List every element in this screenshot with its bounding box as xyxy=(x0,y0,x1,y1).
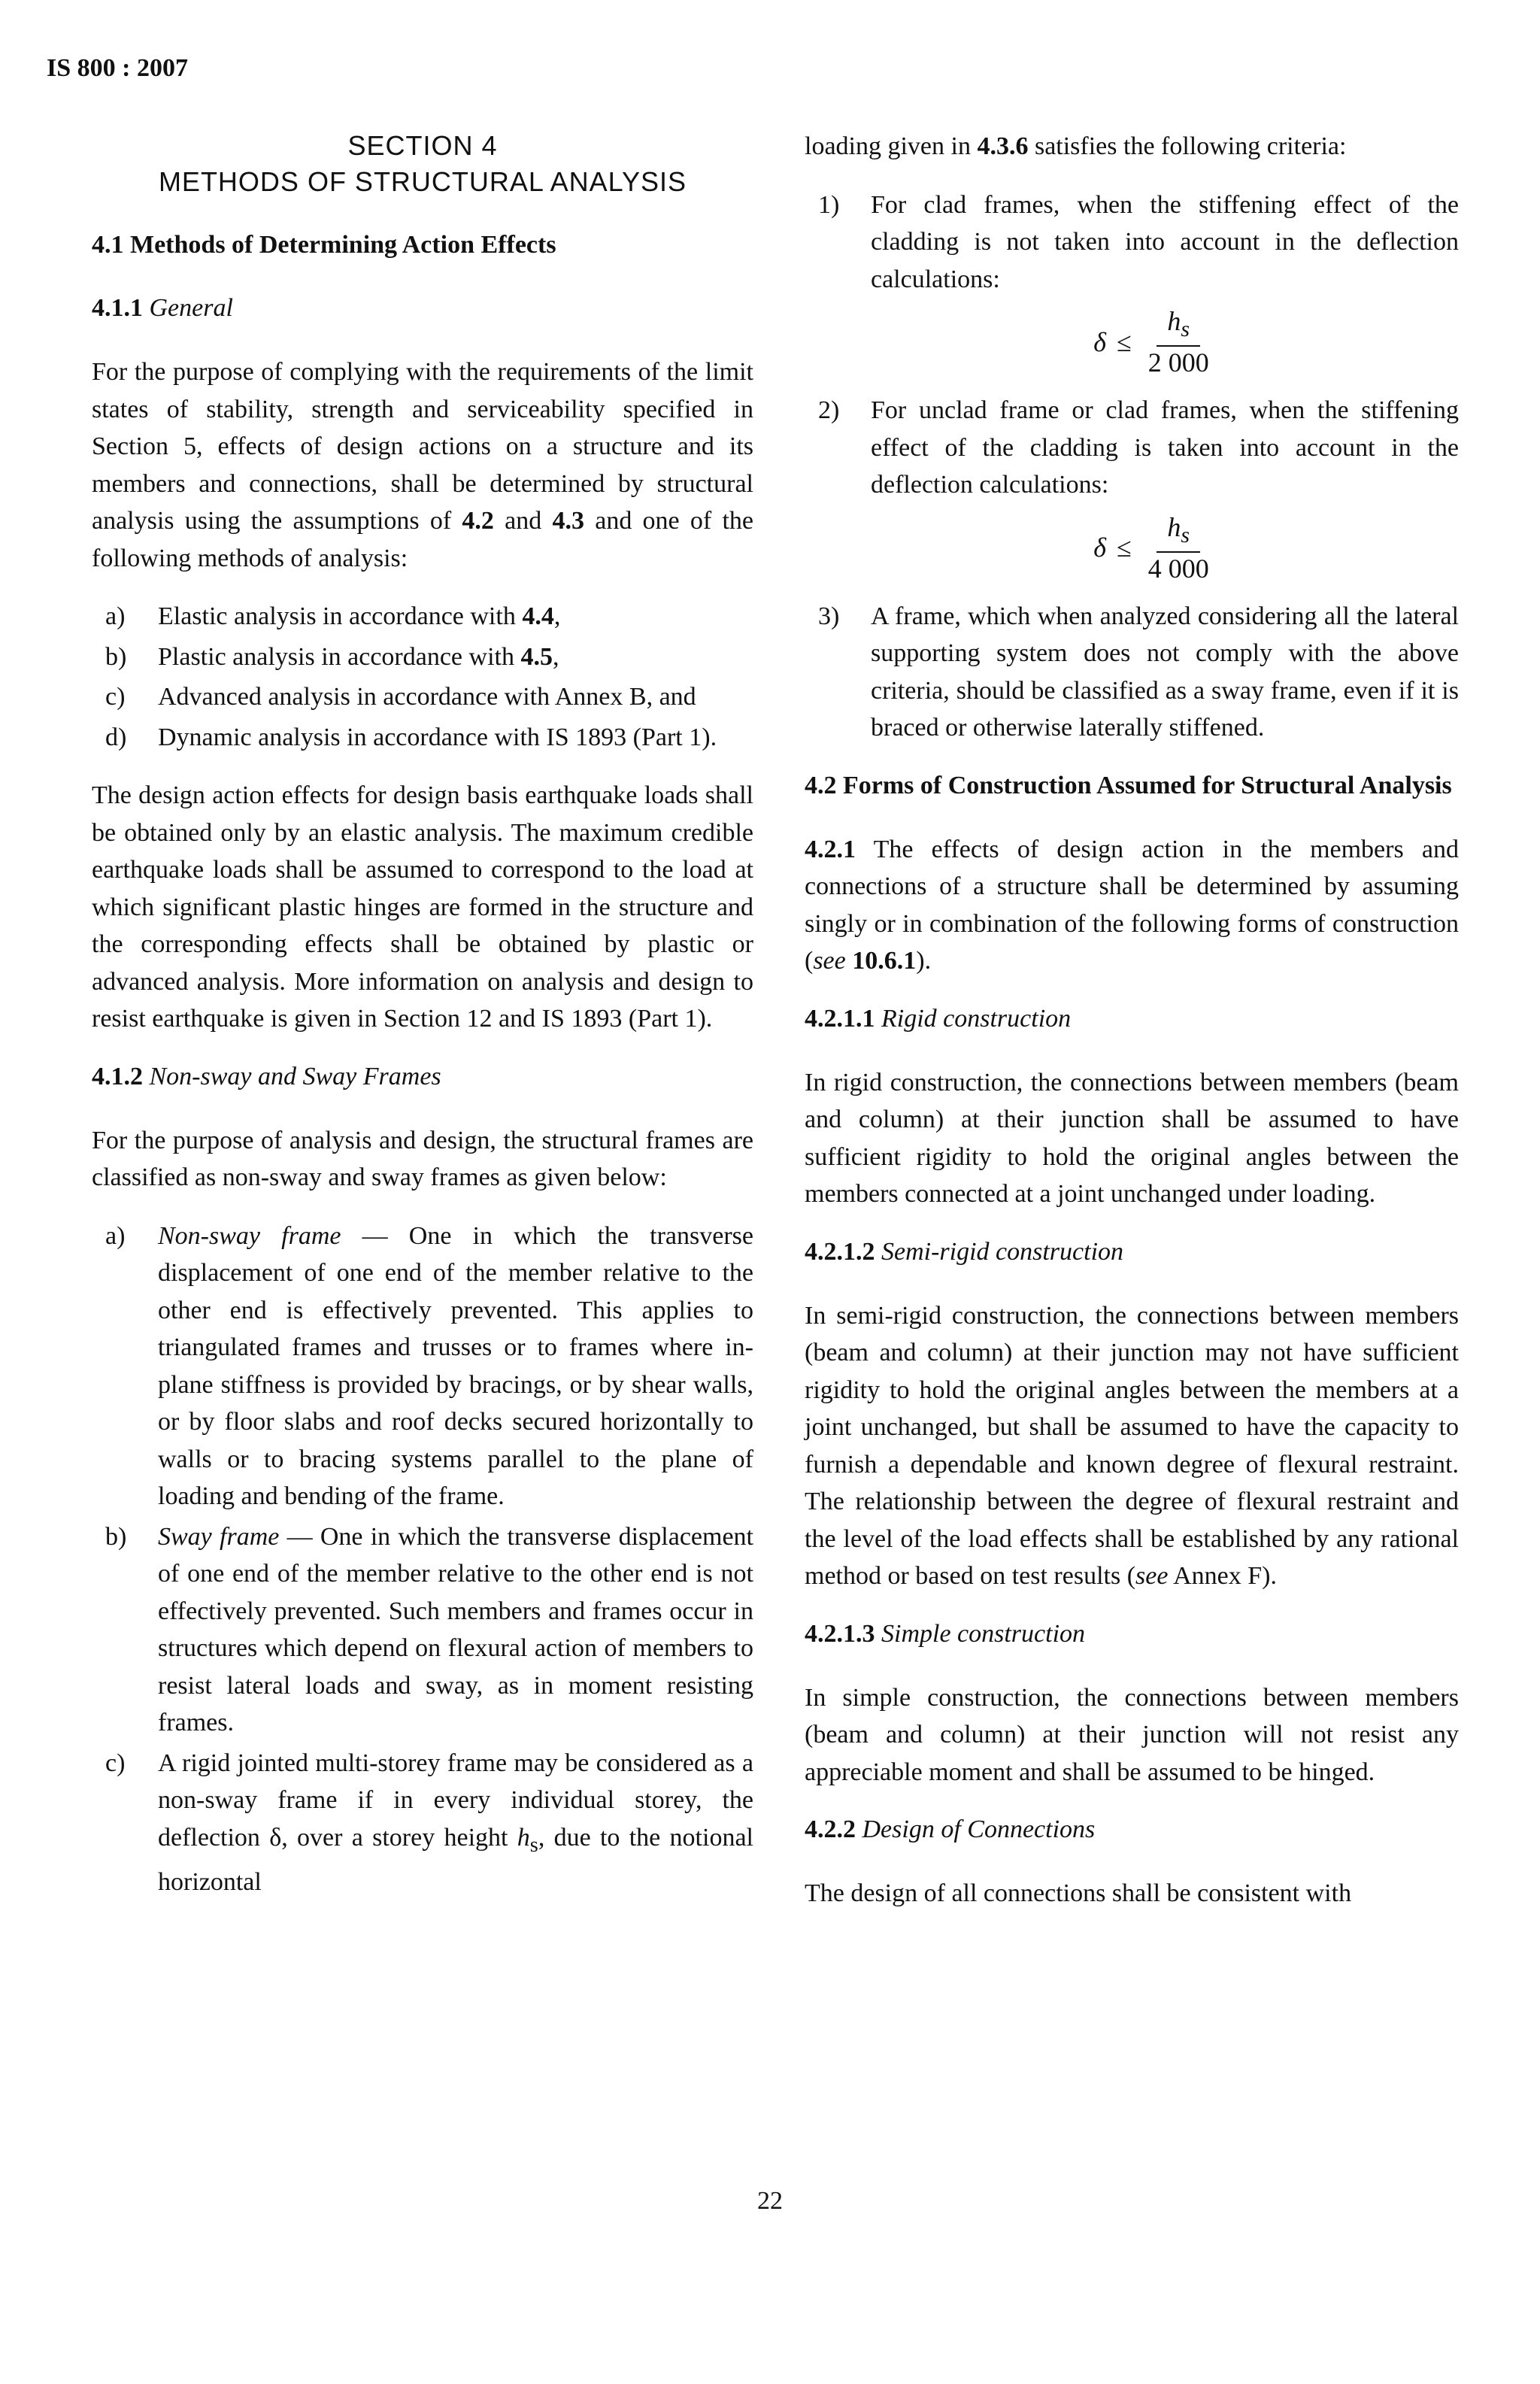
list-item xyxy=(92,638,753,676)
text: , xyxy=(553,602,561,630)
numerator xyxy=(1157,305,1200,347)
paragraph-simple: In simple construction, the connections between members (beam and column) at their junction will not resist any appreciable moment and shall be assumed to be hinged. xyxy=(805,1683,1459,1786)
list-item xyxy=(92,719,753,757)
right-column xyxy=(805,128,1459,1934)
page-header: IS 800 : 2007 xyxy=(47,54,188,82)
frames-list xyxy=(92,1218,753,1901)
list-text: A frame, which when analyzed considering all the lateral supporting system does not comply with the above criteria, should be classified as a sway frame, even if it is braced or otherwise laterally stiffened. xyxy=(871,602,1459,742)
list-marker: 3) xyxy=(818,602,840,630)
list-item xyxy=(92,1518,753,1742)
text: satisfies the following criteria: xyxy=(1028,132,1347,160)
list-text xyxy=(158,1218,753,1515)
text: In semi-rigid construction, the connections between members (beam and column) at their junction may not have sufficient rigidity to hold the original angles between the members at a joint unchanged, but shall be assumed to have the capacity to furnish a dependable and known degree of flexural restraint. The relationship between the degree of flexural restraint and the level of the load effects shall be established by any rational method or based on test results ( xyxy=(805,1301,1459,1591)
numerator xyxy=(1157,511,1200,553)
list-item xyxy=(805,392,1459,504)
denominator: 4 000 xyxy=(1147,553,1209,584)
clause-ref: 10.6.1 xyxy=(852,947,917,975)
list-item xyxy=(805,598,1459,747)
clause-number: 4.2.1 xyxy=(805,835,856,863)
heading-number: 4.2.1.3 xyxy=(805,1619,875,1648)
heading-4-1-2 xyxy=(92,1059,753,1095)
text: , xyxy=(552,642,559,671)
clause-ref: 4.4 xyxy=(522,602,554,630)
list-marker: 1) xyxy=(818,190,840,219)
heading-number: 4.2.1.2 xyxy=(805,1237,875,1266)
clause-ref: 4.2 xyxy=(462,507,494,535)
text: A rigid jointed multi-storey frame may be considered as a non-sway frame if in every individual storey, the deflection δ, over a storey height xyxy=(158,1749,753,1852)
heading-4-2-2 xyxy=(805,1812,1459,1848)
list-marker: c) xyxy=(105,683,126,711)
paragraph-rigid: In rigid construction, the connections between members (beam and column) at their junction shall be assumed to have sufficient rigidity to hold the original angles between the members connected at a joint unchanged under loading. xyxy=(805,1068,1459,1209)
list-item xyxy=(805,187,1459,299)
clause-ref: 4.5 xyxy=(520,642,553,671)
term: Non-sway frame xyxy=(158,1221,341,1250)
list-marker: d) xyxy=(105,723,127,751)
list-item xyxy=(92,1745,753,1901)
list-text: Advanced analysis in accordance with Annex B, and xyxy=(158,683,696,711)
subscript: s xyxy=(1181,317,1190,342)
heading-title: Design of Connections xyxy=(862,1815,1096,1844)
heading-title: Semi-rigid construction xyxy=(881,1237,1124,1266)
text: and xyxy=(493,507,553,535)
list-marker: b) xyxy=(105,642,127,671)
fraction xyxy=(1142,305,1215,378)
list-text xyxy=(158,1518,753,1742)
clause-ref: 4.3 xyxy=(552,507,584,535)
heading-4-2: 4.2 Forms of Construction Assumed for Structural Analysis xyxy=(805,771,1452,799)
delta-symbol: δ xyxy=(1093,532,1106,563)
le-symbol: ≤ xyxy=(1116,532,1132,563)
section-label: SECTION 4 xyxy=(347,130,498,161)
methods-list xyxy=(92,598,753,756)
heading-4-2-1-3 xyxy=(805,1616,1459,1652)
heading-title: Non-sway and Sway Frames xyxy=(149,1062,441,1090)
heading-4-1: 4.1 Methods of Determining Action Effects xyxy=(92,231,556,259)
list-marker: b) xyxy=(105,1522,127,1551)
text: and one of the following methods of analysis: xyxy=(92,507,753,572)
delta-symbol: δ xyxy=(1093,326,1106,357)
see-word: see xyxy=(813,947,846,975)
see-word: see xyxy=(1135,1562,1169,1591)
list-marker: 2) xyxy=(818,396,840,425)
section-heading xyxy=(92,128,753,200)
heading-title: Rigid construction xyxy=(881,1004,1072,1033)
text: Elastic analysis in accordance with xyxy=(158,602,523,630)
paragraph-4-2-1 xyxy=(805,831,1459,980)
heading-number: 4.1.2 xyxy=(92,1062,143,1090)
paragraph-earthquake: The design action effects for design basis earthquake loads shall be obtained only by an elastic analysis. The maximum credible earthquake loads shall be assumed to correspond to the load at which significant plastic hinges are formed in the structure and the corresponding effects shall be obtained by plastic or advanced analysis. More information on analysis and design to resist earthquake is given in Section 12 and IS 1893 (Part 1). xyxy=(92,781,753,1033)
heading-number: 4.2.2 xyxy=(805,1815,856,1844)
paragraph-frames: For the purpose of analysis and design, the structural frames are classified as non-sway and sway frames as given below: xyxy=(92,1126,753,1191)
variable: h xyxy=(1167,306,1181,336)
heading-4-2-1-1 xyxy=(805,1001,1459,1037)
variable: h xyxy=(517,1823,530,1852)
paragraph-connections: The design of all connections shall be consistent with xyxy=(805,1879,1352,1908)
text: ). xyxy=(916,947,932,975)
heading-4-1-1 xyxy=(92,290,753,326)
heading-title: Simple construction xyxy=(881,1619,1086,1648)
term: Sway frame xyxy=(158,1522,280,1551)
text: For the purpose of complying with the requirements of the limit states of stability, strength and serviceability specified in Section 5, effects of design actions on a structure and its members and connections, shall be determined by structural analysis using the assumptions of xyxy=(92,358,753,535)
heading-number: 4.1.1 xyxy=(92,294,143,322)
heading-4-2-1-2 xyxy=(805,1234,1459,1270)
text: — One in which the transverse displacement of one end of the member relative to the other end is effectively prevented. This applies to triangulated frames and trusses or to frames where in-plane stiffness is provided by bracings, or by shear walls, or by floor slabs and roof decks secured horizontally to walls or to bracing systems parallel to the plane of loading and bending of the frame. xyxy=(158,1221,753,1510)
list-text xyxy=(158,598,753,635)
list-item xyxy=(92,678,753,716)
criteria-list xyxy=(805,187,1459,747)
formula-unclad xyxy=(805,511,1459,584)
subscript: s xyxy=(1181,522,1190,547)
left-column xyxy=(92,128,753,1921)
subscript: s xyxy=(529,1833,538,1857)
heading-number: 4.2.1.1 xyxy=(805,1004,875,1033)
list-marker: a) xyxy=(105,1221,126,1250)
formula-clad xyxy=(805,305,1459,378)
paragraph-semi-rigid xyxy=(805,1297,1459,1595)
heading-title: General xyxy=(149,294,233,322)
clause-ref: 4.3.6 xyxy=(977,132,1029,160)
denominator: 2 000 xyxy=(1147,347,1209,378)
list-text: For unclad frame or clad frames, when the stiffening effect of the cladding is taken into account in the deflection calculations: xyxy=(871,396,1459,499)
list-text xyxy=(158,1745,753,1901)
le-symbol: ≤ xyxy=(1116,326,1132,357)
text: — One in which the transverse displacement of one end of the member relative to the other end is not effectively prevented. Such members and frames occur in structures which depend on flexural action of members to resist lateral loads and sway, as in moment resisting frames. xyxy=(158,1522,753,1736)
list-text xyxy=(158,638,753,676)
paragraph-continued xyxy=(805,128,1459,165)
section-title: METHODS OF STRUCTURAL ANALYSIS xyxy=(158,166,687,197)
text: The effects of design action in the members and connections of a structure shall be determined by assuming singly or in combination of the following forms of construction ( xyxy=(805,835,1459,975)
text: loading given in xyxy=(805,132,978,160)
fraction xyxy=(1142,511,1215,584)
list-marker: c) xyxy=(105,1749,126,1777)
page-number: 22 xyxy=(757,2187,783,2215)
variable: h xyxy=(1167,511,1181,542)
text: , due to the notional horizontal xyxy=(158,1823,753,1896)
text: Plastic analysis in accordance with xyxy=(158,642,521,671)
text: Annex F). xyxy=(1168,1562,1277,1591)
paragraph-general xyxy=(92,353,753,577)
list-text: Dynamic analysis in accordance with IS 1893 (Part 1). xyxy=(158,723,717,751)
list-marker: a) xyxy=(105,602,126,630)
list-text: For clad frames, when the stiffening effect of the cladding is not taken into account in the deflection calculations: xyxy=(871,190,1459,293)
list-item xyxy=(92,1218,753,1515)
list-item xyxy=(92,598,753,635)
